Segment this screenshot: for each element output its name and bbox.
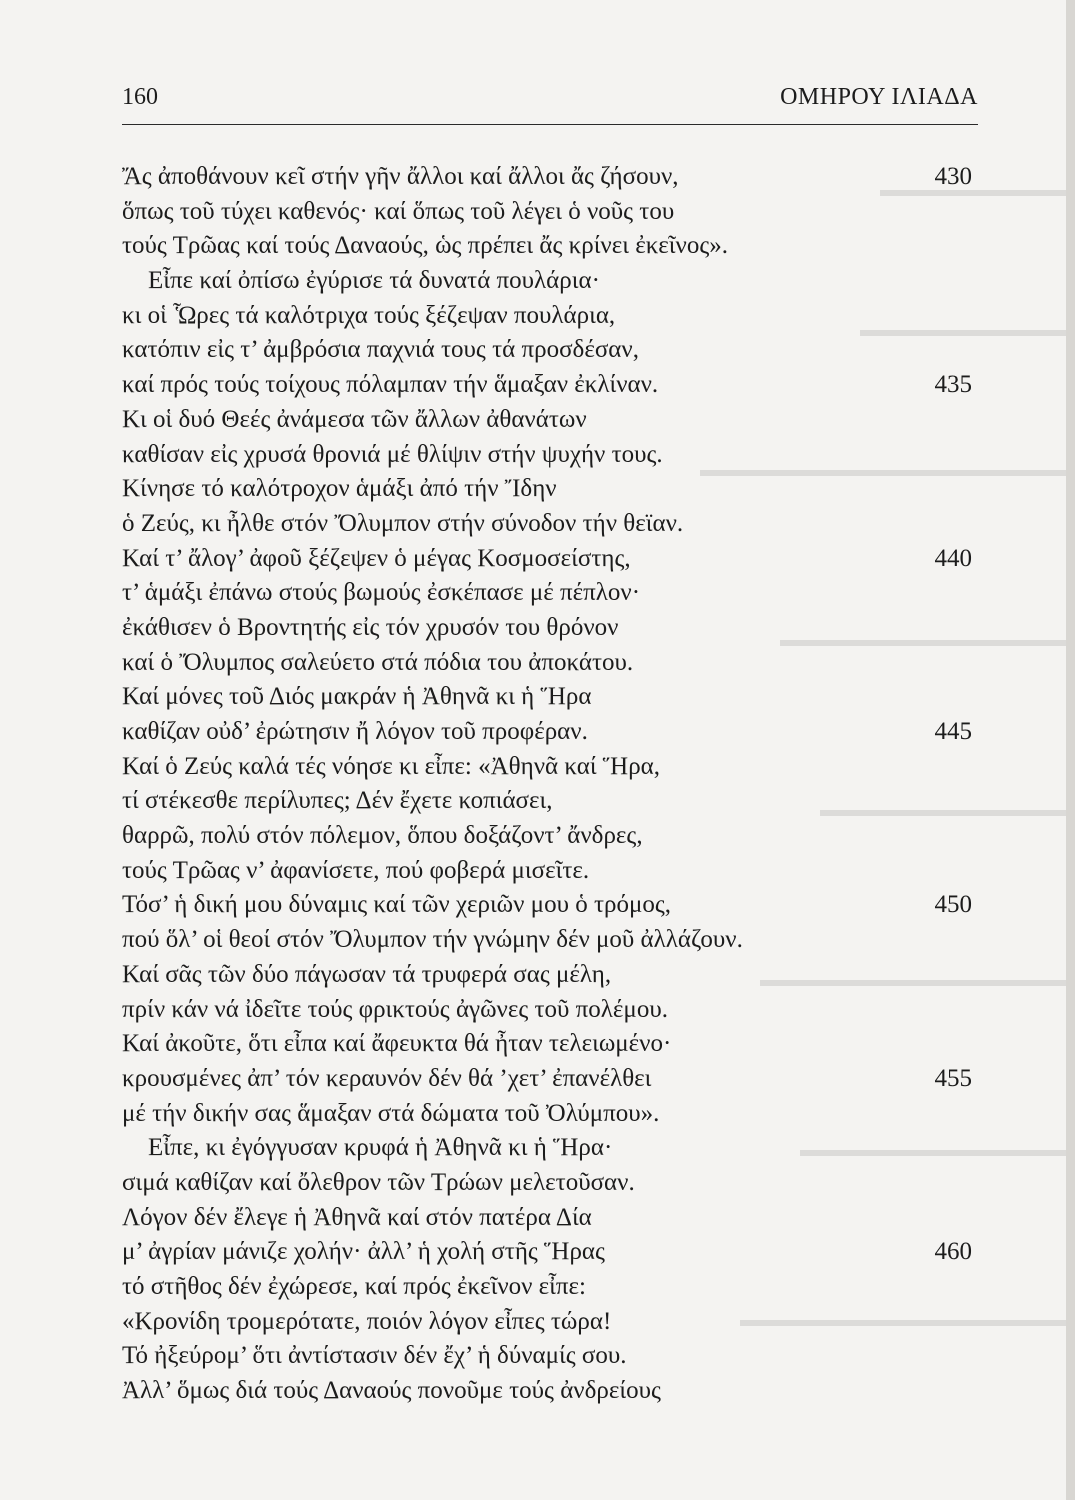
verse-line (122, 750, 978, 785)
verse-line (122, 576, 978, 611)
verse-text: Εἶπε, κι ἐγόγγυσαν κρυφά ἡ Ἀθηνᾶ κι ἡ Ἥρα· (148, 1134, 613, 1162)
verse-text: Εἶπε καί ὀπίσω ἐγύρισε τά δυνατά πουλάρια· (148, 267, 600, 295)
verse-block (122, 160, 978, 1409)
line-number: 440 (934, 544, 972, 572)
verse-text: καί πρός τούς τοίχους πόλαμπαν τήν ἅμαξαν ἐκλίναν. (122, 371, 659, 399)
verse-line (122, 160, 978, 195)
page-number: 160 (122, 84, 158, 110)
verse-line (122, 958, 978, 993)
verse-text: τούς Τρῶας καί τούς Δαναούς, ὡς πρέπει ἄς κρίνει ἐκεῖνος». (122, 232, 728, 260)
verse-text: Τόσ’ ἡ δική μου δύναμις καί τῶν χεριῶν μου ὁ τρόμος, (122, 891, 672, 919)
verse-line (122, 888, 978, 923)
verse-line (122, 1235, 978, 1270)
verse-line (122, 368, 978, 403)
line-number: 445 (934, 718, 972, 745)
verse-line (122, 195, 978, 230)
verse-text: Καί ἀκοῦτε, ὅτι εἶπα καί ἄφευκτα θά ἦταν τελειωμένο· (122, 1030, 672, 1058)
verse-line (122, 611, 978, 646)
verse-line (122, 854, 978, 889)
verse-line (122, 784, 978, 819)
verse-line (122, 923, 978, 958)
verse-text: Καί μόνες τοῦ Διός μακράν ἡ Ἀθηνᾶ κι ἡ Ἥρα (122, 683, 592, 711)
verse-text: Κίνησε τό καλότροχον ἁμάξι ἀπό τήν Ἴδην (122, 475, 557, 503)
verse-text: «Κρονίδη τρομερότατε, ποιόν λόγον εἶπες τώρα! (122, 1307, 612, 1335)
verse-text: καί ὁ Ὄλυμπος σαλεύετο στά πόδια του ἀποκάτου. (122, 648, 634, 676)
verse-text: τ’ ἁμάξι ἐπάνω στούς βωμούς ἐσκέπασε μέ πέπλον· (122, 579, 641, 607)
verse-line (122, 1305, 978, 1340)
verse-line (122, 819, 978, 854)
verse-text: Ἄς ἀποθάνουν κεῖ στήν γῆν ἄλλοι καί ἄλλοι ἄς ζήσουν, (122, 163, 679, 190)
verse-line (122, 1131, 978, 1166)
verse-line (122, 1166, 978, 1201)
verse-text: κατόπιν εἰς τ’ ἀμβρόσια παχνιά τους τά προσδέσαν, (122, 336, 639, 364)
verse-text: κι οἱ Ὧρες τά καλότριχα τούς ξέζεψαν πουλάρια, (122, 301, 616, 329)
verse-line (122, 646, 978, 681)
verse-text: Καί σᾶς τῶν δύο πάγωσαν τά τρυφερά σας μέλη, (122, 960, 612, 988)
verse-text: καθίσαν εἰς χρυσά θρονιά μέ θλίψιν στήν ψυχήν τους. (122, 440, 663, 468)
verse-line (122, 1097, 978, 1132)
running-title: ΟΜΗΡΟΥ ΙΛΙΑΔΑ (780, 84, 978, 110)
verse-line (122, 1270, 978, 1305)
verse-line (122, 472, 978, 507)
running-header (122, 80, 978, 125)
verse-line (122, 1027, 978, 1062)
verse-text: ὁ Ζεύς, κι ἦλθε στόν Ὄλυμπον στήν σύνοδον τήν θεϊαν. (122, 509, 684, 537)
verse-text: Τό ἠξεύρομ’ ὅτι ἀντίστασιν δέν ἔχ’ ἡ δύναμίς σου. (122, 1342, 627, 1370)
verse-line (122, 1062, 978, 1097)
verse-text: Ἀλλ’ ὅμως διά τούς Δαναούς πονοῦμε τούς ἀνδρείους (122, 1377, 661, 1405)
verse-text: τούς Τρῶας ν’ ἀφανίσετε, πού φοβερά μισεῖτε. (122, 856, 590, 884)
verse-line (122, 333, 978, 368)
verse-text: Κι οἱ δυό Θεές ἀνάμεσα τῶν ἄλλων ἀθανάτων (122, 405, 587, 433)
verse-line (122, 1339, 978, 1374)
verse-text: μ’ ἀγρίαν μάνιζε χολήν· ἀλλ’ ἡ χολή στῆς Ἥρας (122, 1238, 605, 1266)
verse-line (122, 403, 978, 438)
verse-text: ἐκάθισεν ὁ Βροντητής εἰς τόν χρυσόν του θρόνον (122, 613, 619, 641)
line-number: 435 (934, 371, 972, 399)
verse-text: Καί ὁ Ζεύς καλά τές νόησε κι εἶπε: «Ἀθηνᾶ καί Ἥρα, (122, 752, 661, 780)
verse-line (122, 542, 978, 577)
verse-line (122, 229, 978, 264)
line-number: 455 (934, 1064, 972, 1092)
verse-text: κρουσμένες ἀπ’ τόν κεραυνόν δέν θά ’χετ’ ἐπανέλθει (122, 1064, 652, 1092)
verse-text: μέ τήν δικήν σας ἅμαξαν στά δώματα τοῦ Ὀλύμπου». (122, 1099, 660, 1127)
verse-line (122, 715, 978, 750)
verse-text: Καί τ’ ἄλογ’ ἀφοῦ ξέζεψεν ὁ μέγας Κοσμοσείστης, (122, 544, 631, 572)
verse-line (122, 680, 978, 715)
verse-line (122, 1374, 978, 1409)
verse-text: πρίν κάν νά ἰδεῖτε τούς φρικτούς ἀγῶνες τοῦ πολέμου. (122, 995, 668, 1023)
line-number: 430 (934, 163, 972, 190)
verse-text: καθίζαν οὐδ’ ἐρώτησιν ἤ λόγον τοῦ προφέραν. (122, 718, 588, 745)
verse-text: τό στῆθος δέν ἐχώρεσε, καί πρός ἐκεῖνον εἶπε: (122, 1273, 586, 1300)
verse-line (122, 1201, 978, 1236)
line-number: 450 (934, 891, 972, 919)
verse-line (122, 438, 978, 473)
verse-text: ὅπως τοῦ τύχει καθενός· καί ὅπως τοῦ λέγει ὁ νοῦς του (122, 197, 675, 225)
verse-line (122, 507, 978, 542)
verse-text: Λόγον δέν ἔλεγε ἡ Ἀθηνᾶ καί στόν πατέρα Δία (122, 1203, 592, 1231)
verse-line (122, 993, 978, 1028)
verse-text: σιμά καθίζαν καί ὄλεθρον τῶν Τρώων μελετοῦσαν. (122, 1168, 635, 1196)
line-number: 460 (934, 1238, 972, 1266)
verse-line (122, 299, 978, 334)
verse-line (122, 264, 978, 299)
verse-text: θαρρῶ, πολύ στόν πόλεμον, ὅπου δοξάζοντ’ ἄνδρες, (122, 822, 643, 850)
verse-text: πού ὅλ’ οἱ θεοί στόν Ὄλυμπον τήν γνώμην δέν μοῦ ἀλλάζουν. (122, 926, 743, 954)
verse-text: τί στέκεσθε περίλυπες; Δέν ἔχετε κοπιάσει, (122, 787, 553, 815)
